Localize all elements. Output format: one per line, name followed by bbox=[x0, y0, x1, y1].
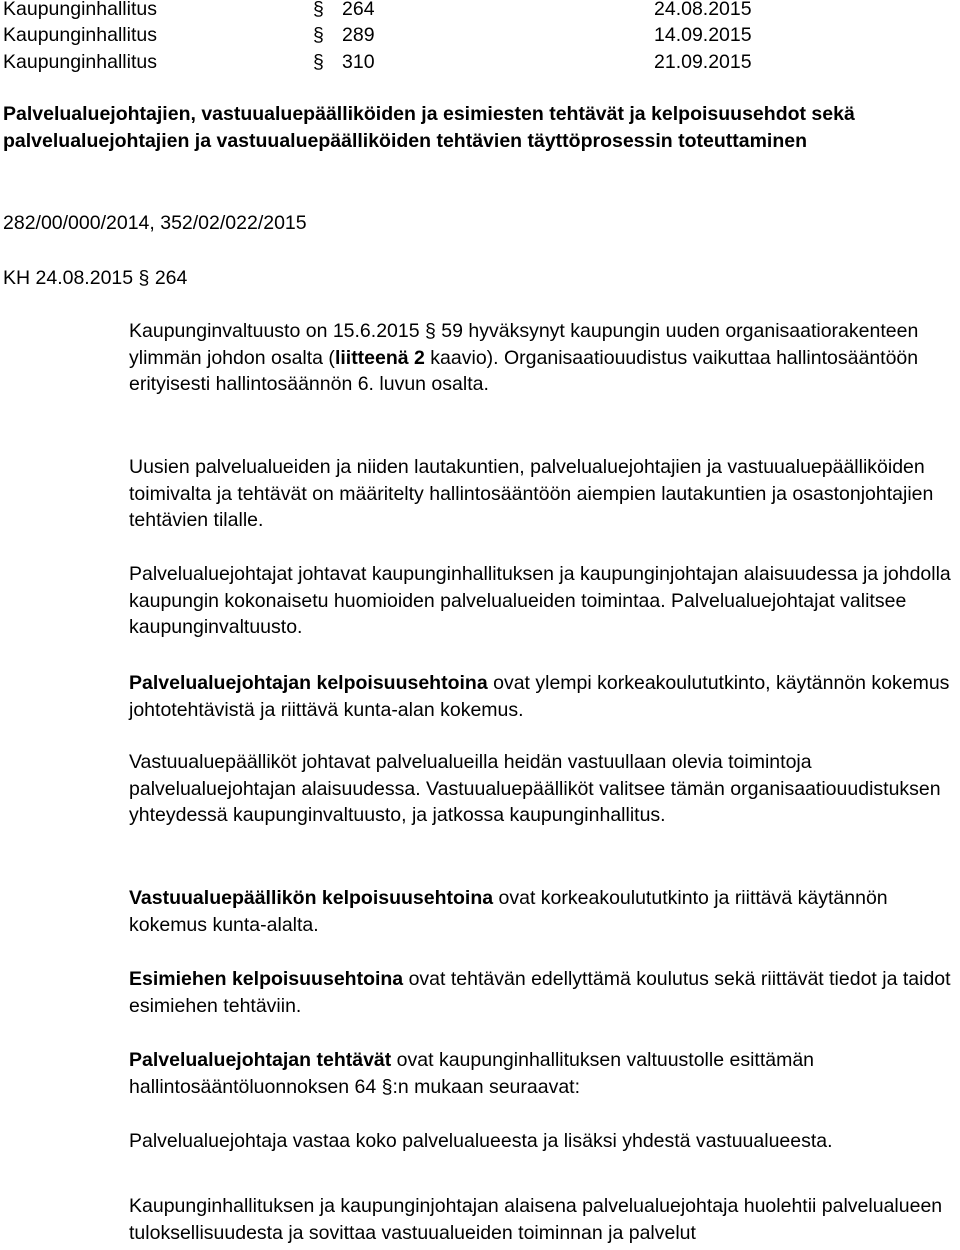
section-number: 289 bbox=[342, 24, 375, 46]
bold-heading: Vastuualuepäällikön kelpoisuusehtoina bbox=[129, 887, 494, 909]
paragraph-new-areas bbox=[129, 454, 957, 534]
bold-heading: Palvelualuejohtajan tehtävät bbox=[129, 1049, 392, 1071]
section-sign: § bbox=[313, 51, 324, 73]
paragraph-text: Palvelualuejohtaja vastaa koko palvelualueesta ja lisäksi yhdestä vastuualueesta. bbox=[129, 1130, 833, 1152]
diary-numbers: 282/00/000/2014, 352/02/022/2015 bbox=[3, 212, 307, 234]
paragraph-director-qualifications bbox=[129, 670, 957, 723]
paragraph-director-tasks bbox=[129, 1047, 957, 1100]
meeting-date: 14.09.2015 bbox=[654, 24, 752, 46]
paragraph-text: Kaupunginhallituksen ja kaupunginjohtajan alaisena palvelualuejohtaja huolehtii palvelualueen tuloksellisuudesta ja sovittaa vastuualueiden toiminnan ja palvelut bbox=[129, 1195, 943, 1244]
meeting-body: Kaupunginhallitus bbox=[3, 0, 157, 20]
paragraph-supervisor-qualifications bbox=[129, 966, 957, 1019]
section-sign: § bbox=[425, 320, 436, 342]
section-sign: § bbox=[313, 24, 324, 46]
meeting-date: 21.09.2015 bbox=[654, 51, 752, 73]
kh-reference bbox=[3, 266, 187, 290]
paragraph-text: Uusien palvelualueiden ja niiden lautakuntien, palvelualuejohtajien ja vastuualuepäälliköiden toimivalta ja tehtävät on määritelty hallintosääntöön aiempien lautakuntien ja osastonjohtajien tehtävien tilalle. bbox=[129, 456, 934, 531]
section-number: 310 bbox=[342, 51, 375, 73]
paragraph-director-duties bbox=[129, 1193, 957, 1246]
paragraph-text: ovat ylempi korkeakoulututkinto, käytännön kokemus johtotehtävistä ja riittävä kunta-alan kokemus. bbox=[129, 672, 950, 721]
meeting-body: Kaupunginhallitus bbox=[3, 51, 157, 73]
paragraph-directors bbox=[129, 561, 957, 641]
paragraph-text: ovat korkeakoulututkinto ja riittävä käytännön kokemus kunta-alalta. bbox=[129, 887, 888, 936]
paragraph-organisation bbox=[129, 318, 957, 398]
paragraph-text: Kaupunginvaltuusto on 15.6.2015 bbox=[129, 320, 420, 342]
bold-heading: Esimiehen kelpoisuusehtoina bbox=[129, 968, 404, 990]
section-sign: § bbox=[138, 267, 150, 289]
section-sign: § bbox=[313, 0, 324, 20]
paragraph-text: kaavio). Organisaatiouudistus vaikuttaa hallintosääntöön erityisesti hallintosäännön 6. luvun osalta. bbox=[129, 346, 919, 395]
paragraph-unit-managers bbox=[129, 749, 957, 829]
attachment-reference: liitteenä 2 bbox=[334, 346, 425, 369]
meeting-body: Kaupunginhallitus bbox=[3, 24, 157, 46]
paragraph-text: Palvelualuejohtajat johtavat kaupunginhallituksen ja kaupunginjohtajan alaisuudessa ja johdolla kaupungin kokonaisetu huomioiden palvelualueiden toimintaa. Palvelualuejohtajat valitsee kaupunginvaltuusto. bbox=[129, 563, 951, 638]
paragraph-manager-qualifications bbox=[129, 885, 957, 938]
bold-heading: Palvelualuejohtajan kelpoisuusehtoina bbox=[129, 672, 488, 694]
section-sign: § bbox=[381, 1075, 393, 1098]
paragraph-text: ovat kaupunginhallituksen valtuustolle esittämän hallintosääntöluonnoksen 64 bbox=[129, 1049, 815, 1098]
paragraph-director-responsibility bbox=[129, 1128, 957, 1155]
item-title: Palvelualuejohtajien, vastuualuepäälliköiden ja esimiesten tehtävät ja kelpoisuusehdot sekä palvelualuejohtajien ja vastuualuepäälliköiden tehtävien täyttöprosessin toteuttaminen bbox=[3, 103, 855, 152]
paragraph-text: :n mukaan seuraavat: bbox=[392, 1075, 581, 1098]
section-number: 264 bbox=[342, 0, 375, 20]
meeting-date: 24.08.2015 bbox=[654, 0, 752, 20]
paragraph-text: Vastuualuepäälliköt johtavat palvelualueilla heidän vastuullaan olevia toimintoja palvelualuejohtajan alaisuudessa. Vastuualuepäälliköt valitsee tämän organisaatiouudistuksen yhteydessä kaupunginvaltuusto, ja jatkossa kaupunginhallitus. bbox=[129, 751, 941, 826]
paragraph-text: ovat tehtävän edellyttämä koulutus sekä riittävät tiedot ja taidot esimiehen tehtäviin. bbox=[129, 968, 951, 1017]
kh-reference-date: KH 24.08.2015 bbox=[3, 267, 134, 289]
paragraph-text: 59 hyväksynyt kaupungin uuden organisaatiorakenteen ylimmän johdon osalta ( bbox=[129, 320, 919, 369]
section-number: 264 bbox=[154, 267, 188, 289]
